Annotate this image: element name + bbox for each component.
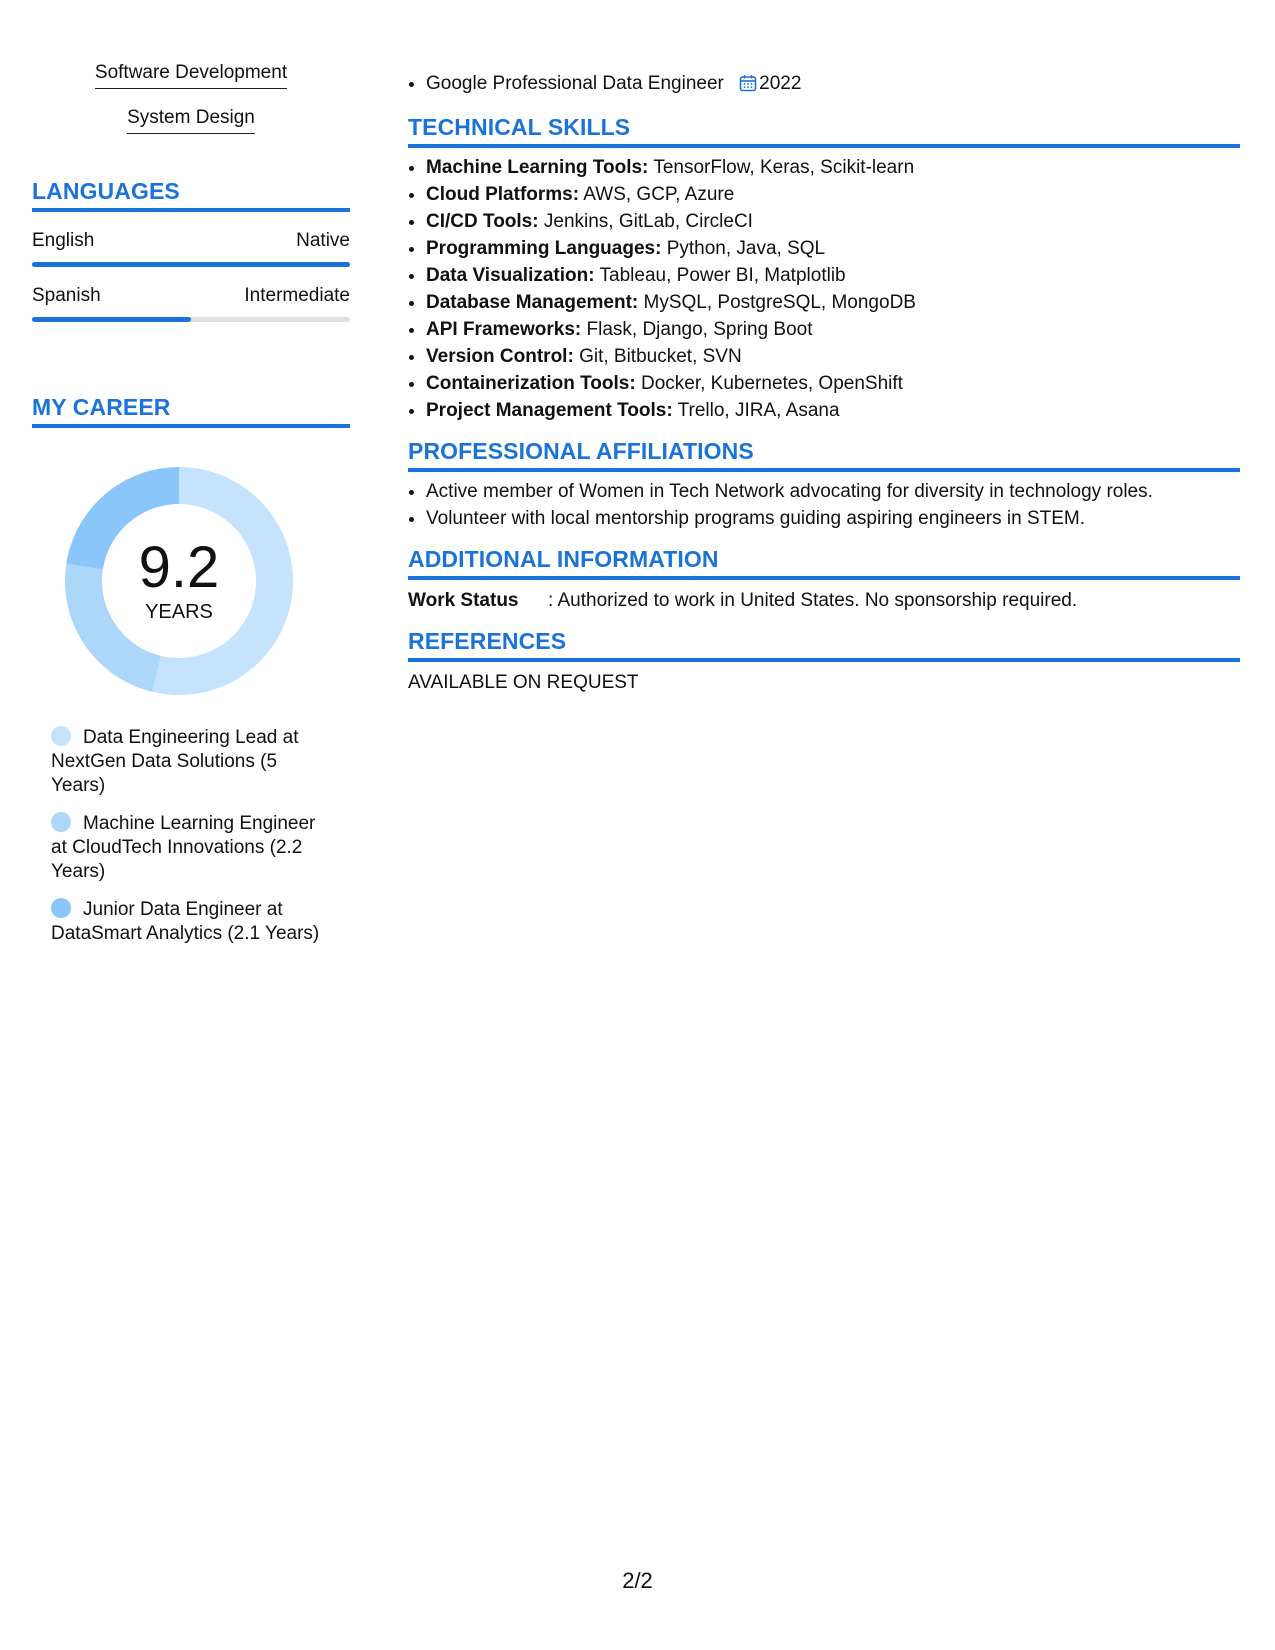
- skill-category: CI/CD Tools:: [426, 211, 539, 232]
- language-level: Intermediate: [244, 285, 350, 306]
- language-item: [32, 230, 350, 267]
- skill-values: Python, Java, SQL: [661, 238, 826, 259]
- skill-item: [426, 262, 1240, 289]
- page-number: 2/2: [622, 1568, 653, 1593]
- skill-values: Flask, Django, Spring Boot: [581, 319, 813, 340]
- skill-values: TensorFlow, Keras, Scikit-learn: [648, 157, 915, 178]
- skill-tag: [32, 105, 350, 134]
- skill-values: Git, Bitbucket, SVN: [573, 346, 742, 367]
- career-role-label: Junior Data Engineer at DataSmart Analytics (2.1 Years): [51, 899, 320, 944]
- skill-values: Jenkins, GitLab, CircleCI: [538, 211, 753, 232]
- career-role-label: Machine Learning Engineer at CloudTech Innovations (2.2 Years): [51, 813, 316, 882]
- references-title: REFERENCES: [408, 628, 1240, 662]
- skill-category: API Frameworks:: [426, 319, 582, 340]
- skill-tag: [32, 60, 350, 89]
- career-title: MY CAREER: [32, 394, 350, 428]
- skill-values: AWS, GCP, Azure: [579, 184, 735, 205]
- legend-dot-icon: [51, 812, 71, 832]
- affiliations-title: PROFESSIONAL AFFILIATIONS: [408, 438, 1240, 472]
- skill-category: Project Management Tools:: [426, 400, 673, 421]
- skill-values: Docker, Kubernetes, OpenShift: [635, 373, 903, 394]
- work-status-key: Work Status: [408, 590, 519, 611]
- career-donut-center: [64, 466, 294, 696]
- skill-category: Containerization Tools:: [426, 373, 636, 394]
- skill-values: Tableau, Power BI, Matplotlib: [594, 265, 846, 286]
- career-total-unit: YEARS: [145, 600, 213, 623]
- skill-tag-label: System Design: [127, 105, 255, 134]
- skill-item: [426, 181, 1240, 208]
- language-row: [32, 285, 350, 307]
- references-text: AVAILABLE ON REQUEST: [408, 672, 639, 693]
- calendar-icon: [739, 73, 757, 100]
- affiliation-item: • Volunteer with local mentorship programs guiding aspiring engineers in STEM.: [426, 505, 1240, 532]
- skill-category: Cloud Platforms:: [426, 184, 580, 205]
- skill-tag-label: Software Development: [95, 60, 287, 89]
- work-status-value: : Authorized to work in United States. No sponsorship required.: [548, 590, 1078, 611]
- skill-category: Version Control:: [426, 346, 574, 367]
- skill-item: [426, 208, 1240, 235]
- language-proficiency-bar: [32, 262, 350, 267]
- language-proficiency-bar: [32, 317, 350, 322]
- career-total-years: 9.2: [138, 534, 220, 600]
- skill-item: [426, 154, 1240, 181]
- language-row: [32, 230, 350, 252]
- language-name: English: [32, 230, 95, 251]
- affiliations-list: [408, 478, 1240, 532]
- sidebar: [32, 60, 350, 960]
- skill-item: [426, 235, 1240, 262]
- certification-year: 2022: [759, 73, 802, 94]
- career-donut-chart: [64, 466, 294, 696]
- career-legend-item: [51, 812, 331, 884]
- career-role-label: Data Engineering Lead at NextGen Data Solutions (5 Years): [51, 727, 299, 796]
- skill-category: Database Management:: [426, 292, 639, 313]
- language-level: Native: [296, 230, 350, 251]
- skill-values: MySQL, PostgreSQL, MongoDB: [638, 292, 916, 313]
- main-content: [408, 70, 1240, 694]
- language-item: [32, 285, 350, 322]
- skill-item: [426, 343, 1240, 370]
- career-legend-item: [51, 898, 331, 946]
- skill-item: [426, 289, 1240, 316]
- skill-category: Programming Languages:: [426, 238, 662, 259]
- technical-skills-list: [408, 154, 1240, 424]
- languages-title: LANGUAGES: [32, 178, 350, 212]
- skill-item: [426, 397, 1240, 424]
- skill-item: [426, 370, 1240, 397]
- legend-dot-icon: [51, 726, 71, 746]
- certification-list: [408, 70, 1240, 100]
- skill-item: [426, 316, 1240, 343]
- certification-item: [426, 70, 1240, 100]
- language-proficiency-fill: [32, 262, 350, 267]
- skill-category: Data Visualization:: [426, 265, 595, 286]
- work-status-row: [408, 588, 1240, 614]
- technical-skills-title: TECHNICAL SKILLS: [408, 114, 1240, 148]
- career-legend: [51, 726, 331, 946]
- language-name: Spanish: [32, 285, 101, 306]
- skill-category: Machine Learning Tools:: [426, 157, 649, 178]
- legend-dot-icon: [51, 898, 71, 918]
- career-legend-item: [51, 726, 331, 798]
- language-proficiency-fill: [32, 317, 191, 322]
- additional-info-title: ADDITIONAL INFORMATION: [408, 546, 1240, 580]
- skill-values: Trello, JIRA, Asana: [672, 400, 840, 421]
- certification-name: Google Professional Data Engineer: [426, 73, 724, 94]
- affiliation-item: • Active member of Women in Tech Network advocating for diversity in technology roles.: [426, 478, 1240, 505]
